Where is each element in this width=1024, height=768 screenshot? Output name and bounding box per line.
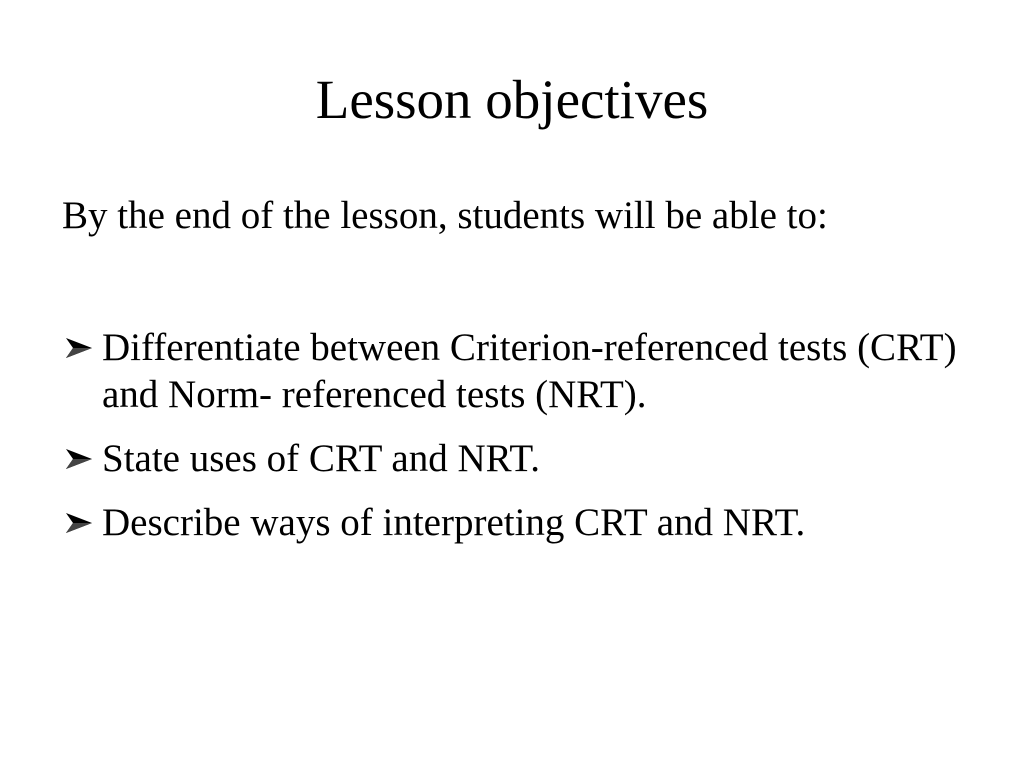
intro-text: By the end of the lesson, students will be able to: xyxy=(62,194,828,237)
objective-text: Differentiate between Criterion-referenced tests (CRT) and Norm- referenced tests (NRT). xyxy=(102,326,957,416)
slide-title: Lesson objectives xyxy=(315,69,709,130)
objective-item xyxy=(62,435,1002,482)
arrow-bullet-icon xyxy=(64,446,94,472)
objective-text: Describe ways of interpreting CRT and NRT. xyxy=(102,501,806,544)
objective-item xyxy=(62,499,1002,546)
arrow-bullet-icon xyxy=(64,335,94,361)
objective-text: State uses of CRT and NRT. xyxy=(102,437,541,480)
arrow-bullet-icon xyxy=(64,510,94,536)
objective-item xyxy=(62,324,1002,418)
objectives-list xyxy=(62,324,1002,563)
